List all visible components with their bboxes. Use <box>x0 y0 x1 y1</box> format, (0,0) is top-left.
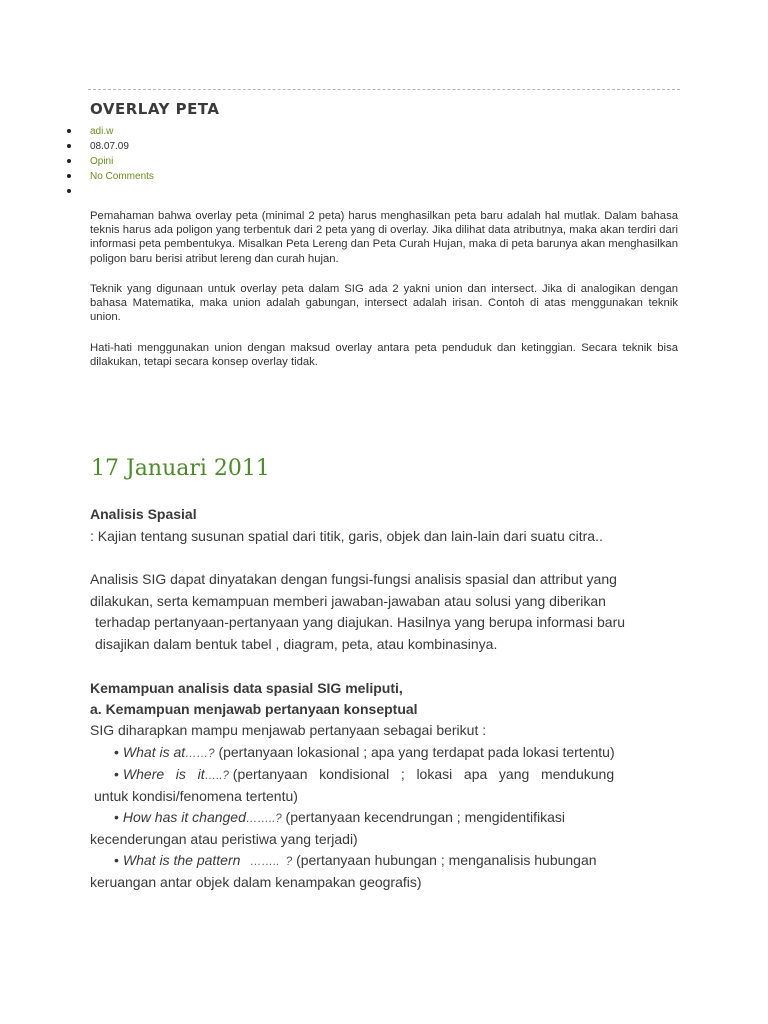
meta-comments-link[interactable]: No Comments <box>90 171 154 182</box>
post-paragraph-1: Pemahaman bahwa overlay peta (minimal 2 peta) harus menghasilkan peta baru adalah hal mutlak. Dalam bahasa teknis harus ada poligon yang terbentuk dari 2 peta yang di overlay. Jika dilihat data atributnya, maka akan terdiri dari informasi peta pembentukya. Misalkan Peta Lereng dan Peta Curah Hujan, maka di peta barunya akan menghasilkan poligon baru berisi atribut lereng dan curah hujan. <box>90 210 678 265</box>
question-description: (pertanyaan hubungan ; menganalisis hubungan <box>292 852 597 868</box>
post-paragraph-2: Teknik yang digunaan untuk overlay peta dalam SIG ada 2 yakni union dan intersect. Jika di analogikan dengan bahasa Matematika, maka union adalah gabungan, intersect adalah irisan. Contoh di atas menggunakan teknik union. <box>90 283 678 324</box>
question-text: What is the pattern <box>122 852 241 868</box>
analysis-line-1: Analisis SIG dapat dinyatakan dengan fungsi-fungsi analisis spasial dan attribut yang <box>90 571 617 587</box>
top-divider <box>88 89 680 90</box>
bullet-dot-icon: • <box>114 852 119 868</box>
post-paragraph-3: Hati-hati menggunakan union dengan maksud overlay antara peta penduduk dan ketinggian. Secara teknik bisa dilakukan, tetapi secara konsep overlay tidak. <box>90 342 678 369</box>
bullet-dot-icon: • <box>114 809 119 825</box>
post-title[interactable]: OVERLAY PETA <box>90 100 220 118</box>
question-item-2 <box>114 766 614 782</box>
date-heading: 17 Januari 2011 <box>91 456 270 481</box>
post-meta-list <box>90 124 154 199</box>
section-subtitle: : Kajian tentang susunan spatial dari titik, garis, objek dan lain-lain dari suatu citra.. <box>90 528 603 544</box>
question-description: (pertanyaan kecendrungan ; mengidentifikasi <box>281 809 565 825</box>
question-item-3 <box>114 809 565 825</box>
question-ellipsis: ……..? <box>245 813 282 825</box>
analysis-line-3: terhadap pertanyaan-pertanyaan yang diajukan. Hasilnya yang berupa informasi baru <box>95 614 626 630</box>
meta-empty-item <box>90 184 154 199</box>
question-ellipsis: ……? <box>185 748 215 760</box>
analysis-line-2: dilakukan, serta kemampuan memberi jawaban-jawaban atau solusi yang diberikan <box>90 593 606 609</box>
question-description: (pertanyaan lokasional ; apa yang terdapat pada lokasi tertentu) <box>214 744 615 760</box>
meta-category-link[interactable]: Opini <box>90 154 154 169</box>
capabilities-heading: Kemampuan analisis data spasial SIG meliputi, <box>90 680 403 696</box>
question-continuation-3: kecenderungan atau peristiwa yang terjadi) <box>90 831 358 847</box>
question-ellipsis: …….. ? <box>240 856 293 868</box>
bullet-dot-icon: • <box>114 766 119 782</box>
question-text: Where is it <box>122 766 205 782</box>
question-item-4 <box>114 852 597 868</box>
question-continuation-2: untuk kondisi/fenomena tertentu) <box>94 788 298 804</box>
questions-intro: SIG diharapkan mampu menjawab pertanyaan sebagai berikut : <box>90 722 487 738</box>
section-heading: Analisis Spasial <box>90 506 197 522</box>
question-continuation-4: keruangan antar objek dalam kenampakan geografis) <box>90 874 422 890</box>
question-ellipsis: …..? <box>204 770 229 782</box>
bullet-dot-icon: • <box>114 744 119 760</box>
question-text: How has it changed <box>122 809 246 825</box>
analysis-line-4: disajikan dalam bentuk tabel , diagram, peta, atau kombinasinya. <box>95 636 498 652</box>
meta-author-link[interactable]: adi.w <box>90 124 154 139</box>
meta-date: 08.07.09 <box>90 139 154 154</box>
question-item-1 <box>114 744 615 760</box>
capabilities-subheading: a. Kemampuan menjawab pertanyaan konseptual <box>90 701 418 717</box>
question-description: (pertanyaan kondisional ; lokasi apa yang mendukung <box>228 766 615 782</box>
question-text: What is at <box>122 744 186 760</box>
